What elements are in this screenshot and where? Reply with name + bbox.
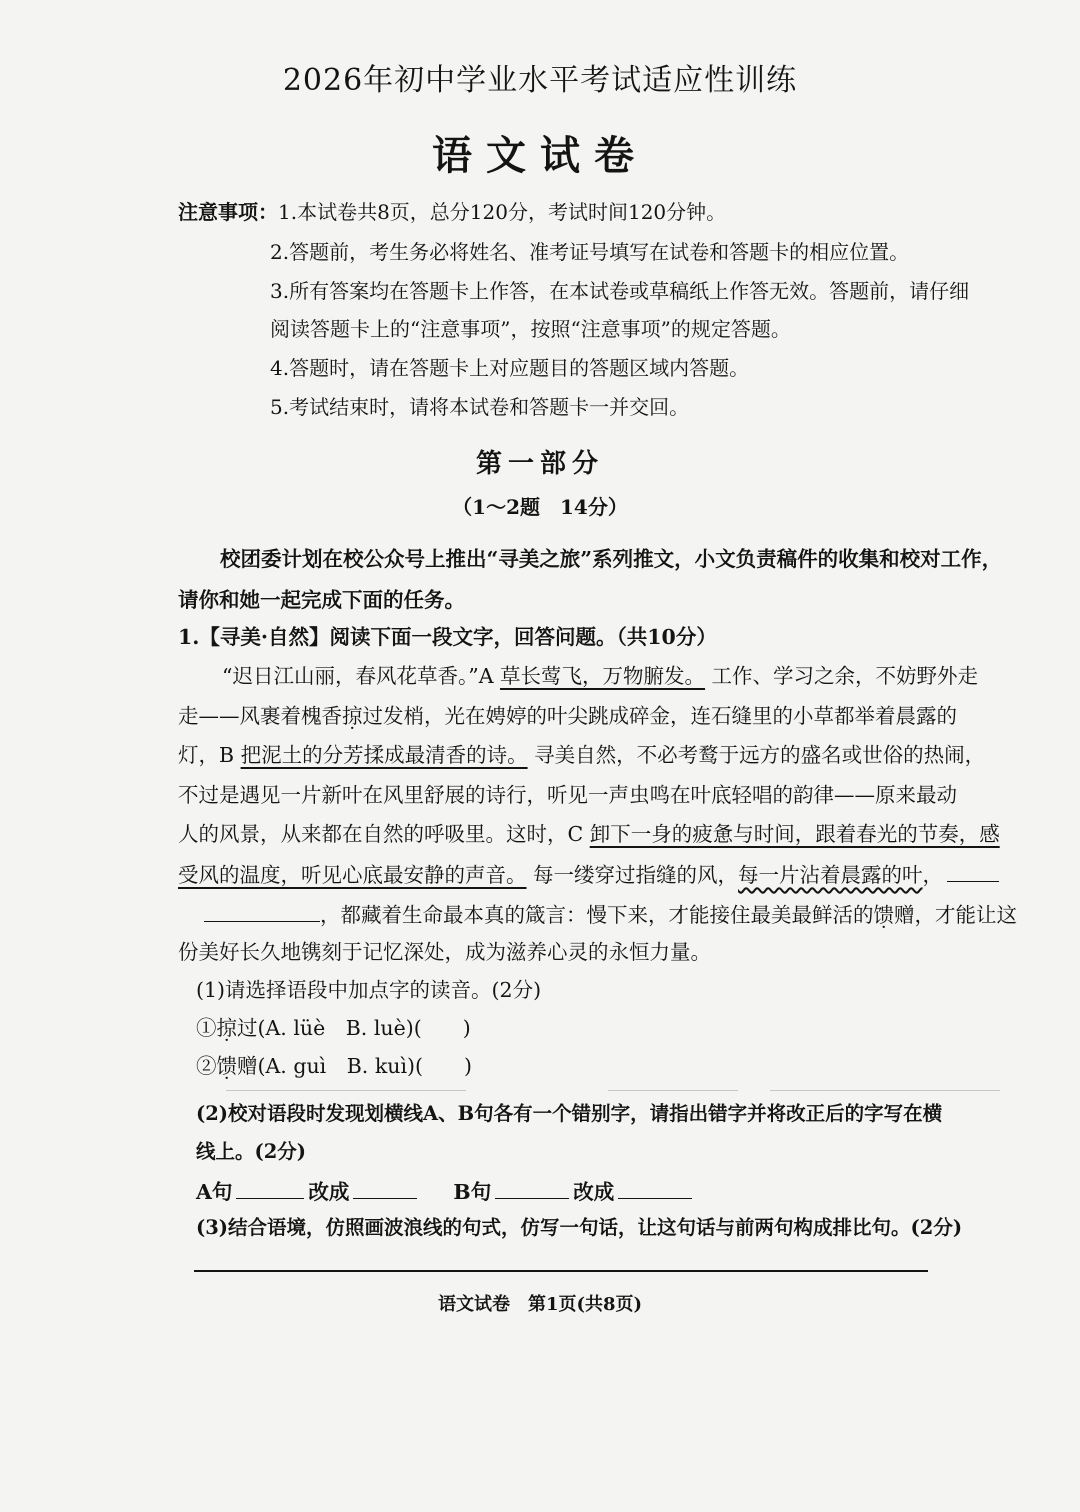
passage-6d: ，: [922, 863, 944, 887]
faint-rule-1: [226, 1090, 466, 1091]
pinyin-option-2: [196, 1056, 472, 1077]
sentence-a-wrong-blank: [236, 1180, 304, 1199]
notes-item-5: 5.考试结束时，请将本试卷和答题卡一并交回。: [270, 395, 690, 419]
notes-label: 注意事项：: [178, 200, 278, 224]
sub-question-1-stem: (1)请选择语段中加点字的读音。(2分): [196, 978, 542, 1002]
passage-3a: 灯，B: [178, 743, 241, 767]
pinyin-option-1: [196, 1018, 471, 1039]
imitation-blank-1: [947, 863, 999, 882]
answer-line: [194, 1270, 928, 1272]
imitation-blank-2: [204, 903, 320, 922]
notes-first-line: [178, 202, 726, 222]
sentence-b-change-label: 改成: [573, 1180, 615, 1204]
option-1-dotted: 掠: [216, 1016, 237, 1040]
part-subtitle: （1～2题 14分）: [452, 495, 628, 519]
intro-line-1: 校团委计划在校公众号上推出“寻美之旅”系列推文，小文负责稿件的收集和校对工作，: [220, 547, 1003, 571]
passage-1c: 工作、学习之余，不妨野外走: [705, 664, 979, 688]
sentence-c-underlined-1: 卸下一身的疲惫与时间，跟着春光的节奏，感: [589, 822, 1000, 846]
option-2-dotted: 馈: [216, 1054, 237, 1078]
sub-question-2-stem-1: (2)校对语段时发现划横线A、B句各有一个错别字，请指出错字并将改正后的字写在横: [196, 1102, 943, 1125]
faint-rule-3: [770, 1090, 1000, 1091]
passage-line-3: [178, 745, 985, 766]
option-2-num: ②: [196, 1054, 217, 1078]
sentence-a-change-label: 改成: [308, 1180, 350, 1204]
notes-item-2: 2.答题前，考生务必将姓名、准考证号填写在试卷和答题卡的相应位置。: [270, 240, 910, 264]
sentence-b-underlined: 把泥土的分芳揉成最清香的诗。: [240, 743, 528, 767]
question-1-stem: 1.【寻美·自然】阅读下面一段文字，回答问题。（共10分）: [178, 625, 717, 649]
passage-7a: ，都藏着生命最本真的箴言：慢下来，才能接住最美最鲜活的: [320, 903, 874, 927]
sub-question-2-stem-2: 线上。(2分): [196, 1140, 307, 1163]
sentence-a-label: A句: [196, 1180, 233, 1204]
option-1-rest: 过(A. lüè B. luè)( ): [237, 1016, 471, 1040]
passage-line-7: [204, 903, 1017, 926]
passage-7c: 赠，才能让这: [894, 903, 1017, 927]
notes-item-4: 4.答题时，请在答题卡上对应题目的答题区域内答题。: [270, 356, 750, 380]
notes-item-3a: 3.所有答案均在答题卡上作答，在本试卷或草稿纸上作答无效。答题前，请仔细: [270, 279, 970, 303]
passage-line-2: [178, 706, 957, 727]
passage-line-8: 份美好长久地镌刻于记忆深处，成为滋养心灵的永恒力量。: [178, 940, 711, 964]
passage-6b: 每一缕穿过指缝的风，: [526, 863, 739, 887]
exam-title-line: 2026年初中学业水平考试适应性训练: [282, 63, 798, 98]
option-2-rest: 赠(A. guì B. kuì)( ): [237, 1054, 472, 1078]
page-footer: 语文试卷 第1页(共8页): [437, 1294, 643, 1315]
sub-question-3-stem: (3)结合语境，仿照画波浪线的句式，仿写一句话，让这句话与前两句构成排比句。(2分): [196, 1216, 963, 1239]
dotted-char-2: 馈: [873, 903, 894, 927]
subject-title: 语文试卷: [432, 132, 648, 179]
passage-line-6: [178, 863, 999, 886]
sentence-b-fix-blank: [618, 1180, 692, 1199]
wavy-underlined-phrase: 每一片沾着晨露的叶: [738, 863, 923, 887]
sentence-b-wrong-blank: [495, 1180, 569, 1199]
notes-item-3b: 阅读答题卡上的“注意事项”，按照“注意事项”的规定答题。: [270, 317, 791, 341]
passage-5a: 人的风景，从来都在自然的呼吸里。这时，C: [178, 822, 590, 846]
passage-1a: “迟日江山丽，春风花草香。”A: [222, 664, 501, 688]
sentence-a-fix-blank: [353, 1180, 417, 1199]
passage-2a: 走——风裹着槐香: [178, 704, 342, 728]
passage-2c: 过发梢，光在娉婷的叶尖跳成碎金，连石缝里的小草都举着晨露的: [362, 704, 957, 728]
notes-item-1: 1.本试卷共8页，总分120分，考试时间120分钟。: [278, 200, 727, 224]
passage-line-4: 不过是遇见一片新叶在风里舒展的诗行，听见一声虫鸣在叶底轻唱的韵律——原来最动: [178, 783, 957, 807]
passage-line-1: [222, 666, 978, 687]
intro-line-2: 请你和她一起完成下面的任务。: [178, 588, 465, 612]
sentence-b-label: B句: [453, 1180, 492, 1204]
passage-line-5: [178, 824, 1000, 845]
correction-answer-row: [196, 1180, 692, 1203]
part-title: 第一部分: [475, 449, 604, 479]
sentence-c-underlined-2: 受风的温度，听见心底最安静的声音。: [178, 863, 527, 887]
passage-3c: 寻美自然，不必考鹜于远方的盛名或世俗的热闹，: [527, 743, 986, 767]
option-1-num: ①: [196, 1016, 217, 1040]
faint-rule-2: [608, 1090, 738, 1091]
dotted-char-1: 掠: [342, 704, 363, 728]
sentence-a-underlined: 草长莺飞，万物腑发。: [500, 664, 706, 688]
